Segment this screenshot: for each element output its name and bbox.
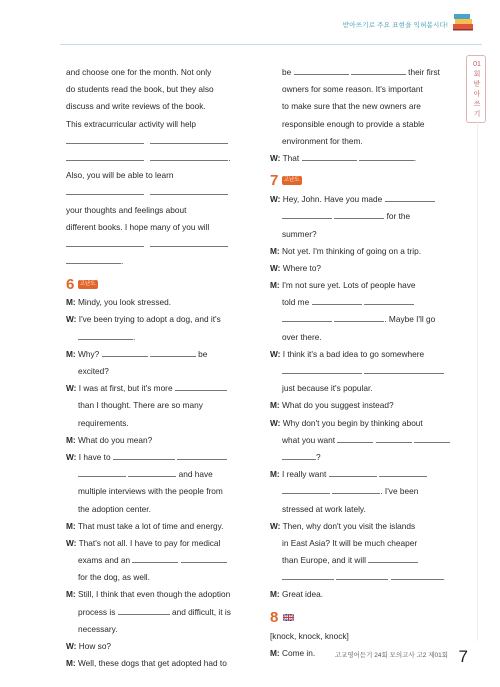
dialogue-text: exams and an (78, 555, 131, 566)
dialogue-line (66, 346, 251, 363)
passage-line: Also, you will be able to learn (66, 170, 174, 181)
dialogue-text: That (282, 152, 300, 163)
answer-blank[interactable] (334, 209, 384, 219)
answer-blank[interactable] (113, 450, 175, 460)
dialogue-line (66, 604, 251, 621)
dialogue-text: Why don't you begin by thinking about (282, 417, 423, 428)
dialogue-line (66, 655, 251, 672)
dialogue-text: told me (282, 297, 310, 308)
answer-blank[interactable] (150, 151, 228, 161)
answer-blank[interactable] (282, 209, 332, 219)
dialogue-text: I have to (78, 451, 111, 462)
dialogue-line: summer? (282, 228, 317, 239)
answer-blank[interactable] (336, 570, 388, 580)
answer-blank[interactable] (282, 450, 316, 460)
dialogue-text: Still, I think that even though the adoption (78, 589, 231, 600)
answer-blank[interactable] (78, 467, 126, 477)
dialogue-line (66, 432, 251, 449)
dialogue-line (270, 64, 456, 81)
speaker-label: M: (66, 589, 76, 600)
blank-line (270, 363, 456, 380)
dialogue-line (66, 518, 251, 535)
dialogue-text: Mindy, you look stressed. (78, 297, 171, 308)
speaker-label: M: (270, 589, 280, 600)
dialogue-line (66, 380, 251, 397)
dialogue-line (66, 311, 251, 328)
dialogue-line: requirements. (78, 417, 129, 428)
dialogue-line (270, 466, 456, 483)
dialogue-line: excited? (78, 366, 109, 376)
dialogue-line: than I thought. There are so many (78, 400, 203, 411)
dialogue-line: in East Asia? It will be much cheaper (282, 537, 418, 548)
speaker-label: M: (66, 658, 76, 669)
question-8-heading (270, 607, 456, 628)
dialogue-text: process is (78, 606, 116, 617)
answer-blank[interactable] (118, 605, 170, 615)
speaker-label: M: (66, 348, 76, 359)
speaker-label: W: (270, 262, 281, 273)
footer-unit: 제01회 (428, 652, 448, 659)
dialogue-line: multiple interviews with the people from (78, 486, 223, 497)
dialogue-line: just because it's popular. (282, 383, 373, 394)
dialogue-text: Then, why don't you visit the islands (282, 520, 416, 531)
dialogue-line (270, 552, 456, 569)
answer-blank[interactable] (282, 484, 330, 494)
page-number: 7 (458, 647, 468, 666)
answer-blank[interactable] (332, 484, 380, 494)
dialogue-line (66, 586, 251, 603)
answer-blank[interactable] (337, 433, 373, 443)
question-6-heading (66, 273, 251, 294)
answer-blank[interactable] (302, 151, 357, 161)
blank-line (66, 184, 251, 201)
blank-line (66, 133, 251, 150)
dialogue-text: . Maybe I'll go (384, 314, 436, 325)
speaker-label: W: (66, 383, 77, 394)
speaker-label: W: (66, 451, 77, 462)
answer-blank[interactable] (66, 134, 144, 144)
blank-line (66, 236, 251, 253)
answer-blank[interactable] (364, 364, 444, 374)
dialogue-line (270, 518, 456, 535)
answer-blank[interactable] (181, 553, 227, 563)
question-number: 6 (66, 275, 75, 293)
speaker-label: M: (270, 245, 280, 256)
dialogue-text: I think it's a bad idea to go somewhere (282, 348, 425, 359)
blank-line: . (66, 253, 251, 270)
uk-flag-icon (283, 614, 294, 621)
speaker-label: M: (66, 520, 76, 531)
dialogue-text: Come in. (282, 647, 316, 658)
difficulty-badge: 고난도 (79, 280, 96, 287)
answer-blank[interactable] (379, 467, 427, 477)
dialogue-line: W: That . (270, 152, 417, 163)
dialogue-line: responsible enough to provide a stable (282, 118, 425, 129)
blank-line: ? (270, 449, 456, 466)
speaker-label: M: (270, 400, 280, 411)
answer-blank[interactable] (66, 254, 121, 264)
speaker-label: M: (66, 434, 76, 445)
dialogue-line (270, 346, 456, 363)
question-number: 7 (270, 172, 279, 190)
dialogue-text: be (198, 348, 208, 359)
dialogue-text: That's not all. I have to pay for medical (78, 537, 221, 548)
answer-blank[interactable] (385, 192, 435, 202)
answer-blank[interactable] (78, 330, 133, 340)
answer-blank[interactable] (391, 570, 443, 580)
dialogue-line (270, 415, 456, 432)
dialogue-text: I'm not sure yet. Lots of people have (282, 280, 416, 291)
question-number: 8 (270, 608, 279, 626)
answer-blank[interactable] (368, 553, 418, 563)
header-title: 받아쓰기로 주요 표현을 익혀봅시다! (342, 22, 448, 29)
answer-blank[interactable] (66, 151, 144, 161)
dialogue-text: That must take a lot of time and energy. (77, 520, 224, 531)
speaker-label: W: (270, 152, 281, 163)
dialogue-line (66, 552, 251, 569)
passage-line: do students read the book, but they also (66, 84, 214, 95)
speaker-label: W: (270, 520, 281, 531)
side-tab-label: 01회 받아쓰기 (473, 61, 481, 118)
dialogue-text: their first (408, 67, 440, 77)
dialogue-text: . I've been (380, 486, 419, 497)
answer-blank[interactable] (132, 553, 178, 563)
dialogue-line (66, 294, 251, 311)
dialogue-text: I really want (282, 469, 327, 480)
dialogue-text: I was at first, but it's more (78, 383, 173, 394)
passage-line: This extracurricular activity will help (66, 118, 197, 129)
speaker-label: M: (66, 297, 76, 308)
right-column (270, 64, 456, 662)
passage-line: your thoughts and feelings about (66, 204, 187, 215)
dialogue-text: Hey, John. Have you made (282, 194, 383, 205)
speaker-label: W: (270, 348, 281, 359)
answer-blank[interactable] (150, 134, 228, 144)
dialogue-line (66, 449, 251, 466)
speaker-label: W: (66, 314, 77, 325)
answer-blank[interactable] (376, 433, 412, 443)
dialogue-line (270, 397, 456, 414)
dialogue-line (270, 311, 456, 328)
dialogue-line (270, 260, 456, 277)
footer-title: 고교영어듣기 24회 모의고사 고2 (334, 652, 427, 659)
speaker-label: W: (270, 194, 281, 205)
answer-blank[interactable] (351, 65, 406, 75)
answer-blank[interactable] (294, 65, 349, 75)
dialogue-text: for the (386, 211, 411, 222)
dialogue-line: to make sure that the new owners are (282, 101, 421, 112)
dialogue-line: over there. (282, 331, 322, 342)
dialogue-text: What do you suggest instead? (282, 400, 394, 411)
dialogue-text: Why? (78, 348, 100, 359)
dialogue-line: owners for some reason. It's important (282, 84, 423, 95)
blank-line: . (66, 150, 251, 167)
header-rule (60, 44, 482, 45)
speaker-label: W: (66, 641, 77, 651)
dialogue-text: what you want (282, 434, 336, 445)
answer-blank[interactable] (282, 312, 332, 322)
answer-blank[interactable] (128, 467, 176, 477)
answer-blank[interactable] (175, 381, 227, 391)
question-7-heading (270, 170, 456, 191)
side-rule (477, 121, 478, 641)
speaker-label: M: (270, 647, 280, 658)
answer-blank[interactable] (359, 151, 414, 161)
book-stack-icon (450, 10, 476, 34)
dialogue-line: the adoption center. (78, 503, 151, 514)
answer-blank[interactable] (282, 570, 334, 580)
answer-blank[interactable] (150, 185, 228, 195)
difficulty-badge: 고난도 (283, 177, 300, 184)
dialogue-text: and difficult, it is (171, 606, 231, 617)
passage-line: and choose one for the month. Not only (66, 67, 212, 77)
dialogue-text: Well, these dogs that get adopted had to (78, 658, 227, 669)
dialogue-line: environment for them. (282, 135, 363, 146)
speaker-label: M: (270, 280, 280, 291)
dialogue-line: stressed at work lately. (282, 503, 366, 514)
answer-blank[interactable] (66, 185, 144, 195)
passage-line: different books. I hope many of you will (66, 221, 210, 232)
dialogue-line (66, 638, 251, 655)
dialogue-line: for the dog, as well. (78, 572, 150, 583)
dialogue-text: and have (178, 469, 213, 480)
answer-blank[interactable] (66, 237, 144, 247)
passage-line: discuss and write reviews of the book. (66, 101, 206, 112)
dialogue-text: Great idea. (282, 589, 324, 600)
dialogue-line (66, 535, 251, 552)
answer-blank[interactable] (150, 347, 196, 357)
answer-blank[interactable] (364, 295, 414, 305)
dialogue-line (270, 586, 456, 603)
dialogue-line (270, 294, 456, 311)
answer-blank[interactable] (177, 450, 227, 460)
dialogue-text: I've been trying to adopt a dog, and it's (78, 314, 221, 325)
dialogue-text: Where to? (282, 262, 322, 273)
dialogue-line: necessary. (78, 623, 118, 634)
dialogue-line (270, 191, 456, 208)
left-column (66, 64, 251, 672)
answer-blank[interactable] (414, 433, 450, 443)
dialogue-line (270, 243, 456, 260)
answer-blank[interactable] (102, 347, 148, 357)
footer-book-title (335, 650, 448, 659)
speaker-label: W: (66, 537, 77, 548)
dialogue-text: What do you mean? (78, 434, 153, 445)
dialogue-line (270, 208, 456, 225)
blank-line: . (270, 569, 456, 586)
dialogue-text: How so? (78, 641, 112, 651)
answer-blank[interactable] (150, 237, 228, 247)
sound-effect: [knock, knock, knock] (270, 630, 349, 641)
answer-blank[interactable] (329, 467, 377, 477)
blank-line (66, 466, 251, 483)
dialogue-text: than Europe, and it will (282, 555, 366, 566)
answer-blank[interactable] (312, 295, 362, 305)
dialogue-line (270, 483, 456, 500)
answer-blank[interactable] (282, 364, 362, 374)
dialogue-line (270, 277, 456, 294)
blank-line: . (66, 329, 251, 346)
dialogue-line (270, 432, 456, 449)
dialogue-text: be (282, 67, 292, 77)
answer-blank[interactable] (334, 312, 384, 322)
speaker-label: W: (270, 417, 281, 428)
dialogue-text: Not yet. I'm thinking of going on a trip. (282, 245, 422, 256)
speaker-label: M: (270, 469, 280, 480)
